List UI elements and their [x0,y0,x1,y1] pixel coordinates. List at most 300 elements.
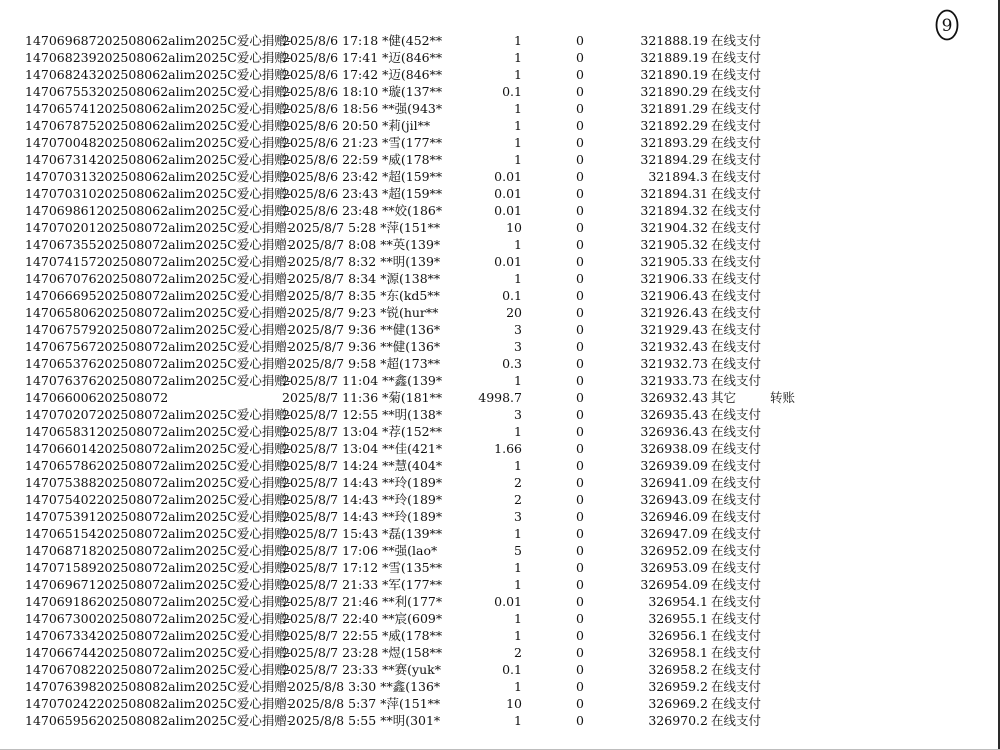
amount-cell [430,253,522,270]
transaction-id-desc: 2alim2025C爱心捐赠- [160,33,292,48]
table-row [0,610,1000,627]
table-row [0,576,1000,593]
fee-zero: 0 [576,611,584,626]
transaction-id-cell [25,695,291,712]
payment-type-cell [711,559,761,576]
balance-balance: 326935.43 [640,407,708,422]
datetime-donor-time: 21:23 [342,135,379,150]
transaction-id-cell [25,593,291,610]
amount-cell [430,117,522,134]
fee-zero: 0 [576,662,584,677]
datetime-donor-cell [282,559,442,576]
datetime-donor-date: 2025/8/6 [282,118,339,133]
datetime-donor-cell [288,355,440,372]
balance-cell [600,219,708,236]
amount-amount: 1 [514,611,522,626]
transaction-id-desc: 2alim2025C爱心捐赠- [160,254,292,269]
payment-type-cell [711,32,761,49]
datetime-donor-cell [282,423,442,440]
table-row [0,678,1000,695]
datetime-donor-donor: **利(177* [382,594,443,609]
transaction-id-id: 14706755320250806 [25,84,161,99]
transaction-id-id: 14706580620250807 [25,305,161,320]
balance-cell [600,134,708,151]
balance-cell [600,712,708,729]
transaction-id-cell [25,338,291,355]
transaction-id-id: 14707031320250806 [25,169,161,184]
fee-cell [576,287,584,304]
datetime-donor-time: 13:04 [342,441,379,456]
amount-amount: 3 [514,339,522,354]
datetime-donor-donor: **佳(421* [382,441,443,456]
datetime-donor-time: 21:46 [342,594,379,609]
datetime-donor-time: 11:36 [342,390,379,405]
payment-type-type: 在线支付 [711,577,762,592]
datetime-donor-time: 8:32 [348,254,377,269]
fee-cell [576,49,584,66]
fee-cell [576,32,584,49]
transaction-id-id: 14707540220250807 [25,492,161,507]
datetime-donor-cell [282,644,442,661]
fee-zero: 0 [576,594,584,609]
transaction-id-id: 14706574120250806 [25,101,161,116]
transaction-id-desc: 2alim2025C爱心捐赠- [160,696,292,711]
amount-amount: 1 [514,577,522,592]
transaction-id-id: 14706871820250807 [25,543,161,558]
datetime-donor-time: 11:04 [342,373,379,388]
amount-amount: 0.1 [502,84,522,99]
balance-cell [600,474,708,491]
transaction-id-cell [25,474,291,491]
fee-zero: 0 [576,220,584,235]
fee-zero: 0 [576,169,584,184]
datetime-donor-donor: *威(178** [382,628,443,643]
transaction-id-id: 14706756720250807 [25,339,161,354]
datetime-donor-date: 2025/8/7 [282,543,339,558]
amount-cell [430,542,522,559]
fee-cell [576,253,584,270]
balance-cell [600,83,708,100]
table-row [0,32,1000,49]
transaction-id-desc: 2alim2025C爱心捐赠- [160,713,292,728]
transaction-id-desc: 2alim2025C爱心捐赠- [160,356,292,371]
transaction-id-cell [25,100,291,117]
datetime-donor-date: 2025/8/6 [282,33,339,48]
payment-type-type: 在线支付 [711,67,762,82]
transaction-id-cell [25,559,291,576]
transaction-id-desc: 2alim2025C爱心捐赠- [160,203,292,218]
datetime-donor-cell [282,117,430,134]
balance-balance: 321929.43 [640,322,708,337]
amount-cell [430,66,522,83]
transaction-id-desc: 2alim2025C爱心捐赠- [160,560,292,575]
fee-cell [576,627,584,644]
table-row [0,134,1000,151]
table-row [0,117,1000,134]
transaction-id-id: 14706583120250807 [25,424,161,439]
transaction-id-id: 14707639820250808 [25,679,161,694]
fee-zero: 0 [576,254,584,269]
amount-cell [430,168,522,185]
amount-amount: 1 [514,101,522,116]
amount-cell [430,627,522,644]
transaction-id-cell [25,661,291,678]
transaction-id-cell [25,525,291,542]
payment-type-type: 在线支付 [711,152,762,167]
datetime-donor-date: 2025/8/7 [282,407,339,422]
payment-type-type: 在线支付 [711,407,762,422]
datetime-donor-time: 3:30 [348,679,377,694]
table-row [0,491,1000,508]
balance-balance: 321888.19 [640,33,708,48]
payment-type-type: 在线支付 [711,339,762,354]
datetime-donor-time: 15:43 [342,526,379,541]
fee-zero: 0 [576,67,584,82]
amount-amount: 2 [514,645,522,660]
transaction-id-cell [25,270,291,287]
datetime-donor-cell [288,253,440,270]
transaction-id-desc: 2alim2025C爱心捐赠- [160,458,292,473]
payment-type-cell [711,610,761,627]
balance-balance: 321892.29 [640,118,708,133]
transaction-id-desc: 2alim2025C爱心捐赠- [160,186,292,201]
amount-amount: 2 [514,475,522,490]
datetime-donor-date: 2025/8/7 [288,220,345,235]
datetime-donor-time: 17:41 [342,50,379,65]
payment-type-type: 在线支付 [711,611,762,626]
amount-amount: 1 [514,628,522,643]
fee-zero: 0 [576,186,584,201]
table-row [0,253,1000,270]
datetime-donor-date: 2025/8/7 [282,594,339,609]
transaction-id-desc: 2alim2025C爱心捐赠- [160,645,292,660]
datetime-donor-time: 23:43 [342,186,379,201]
transaction-id-id: 14706986120250806 [25,203,161,218]
fee-zero: 0 [576,526,584,541]
datetime-donor-time: 22:55 [342,628,379,643]
datetime-donor-time: 23:48 [342,203,379,218]
datetime-donor-cell [282,49,442,66]
fee-zero: 0 [576,509,584,524]
datetime-donor-time: 5:37 [348,696,377,711]
fee-zero: 0 [576,390,584,405]
fee-cell [576,219,584,236]
amount-cell [430,474,522,491]
transaction-id-id: 14706537620250807 [25,356,161,371]
transaction-id-cell [25,508,291,525]
datetime-donor-date: 2025/8/7 [282,560,339,575]
datetime-donor-cell [288,219,440,236]
transaction-id-desc: 2alim2025C爱心捐赠- [160,492,292,507]
datetime-donor-donor: *锐(hur** [380,305,439,320]
datetime-donor-cell [282,661,441,678]
fee-cell [576,508,584,525]
payment-type-type: 在线支付 [711,288,762,303]
datetime-donor-donor: *雪(177** [382,135,443,150]
payment-type-cell [711,542,761,559]
fee-cell [576,661,584,678]
payment-type-cell [711,304,761,321]
payment-type-type: 在线支付 [711,458,762,473]
balance-balance: 321890.29 [640,84,708,99]
payment-type-cell [711,185,761,202]
transaction-id-id: 14706824320250806 [25,67,161,82]
amount-cell [430,134,522,151]
transaction-list [0,32,1000,729]
fee-zero: 0 [576,679,584,694]
datetime-donor-donor: *迈(846** [382,67,443,82]
payment-type-cell [711,219,761,236]
payment-type-cell [711,525,761,542]
transaction-id-desc: 2alim2025C爱心捐赠- [160,407,292,422]
datetime-donor-cell [288,695,440,712]
fee-zero: 0 [576,492,584,507]
amount-cell [430,83,522,100]
amount-amount: 1 [514,152,522,167]
balance-cell [600,593,708,610]
datetime-donor-donor: **强(lao* [382,543,438,558]
transaction-id-cell [25,134,291,151]
balance-balance: 326932.43 [640,390,708,405]
fee-cell [576,440,584,457]
fee-zero: 0 [576,322,584,337]
transaction-id-cell [25,321,291,338]
datetime-donor-donor: **赛(yuk* [382,662,441,677]
payment-type-type: 在线支付 [711,560,762,575]
transaction-id-desc: 2alim2025C爱心捐赠- [160,84,292,99]
transaction-id-desc: 2alim2025C爱心捐赠- [160,118,292,133]
datetime-donor-time: 22:40 [342,611,379,626]
transaction-id-cell [25,542,291,559]
table-row [0,304,1000,321]
transaction-id-desc: 2alim2025C爱心捐赠- [160,305,292,320]
balance-cell [600,576,708,593]
fee-cell [576,202,584,219]
payment-type-cell [711,491,761,508]
payment-type-cell [711,457,761,474]
fee-zero: 0 [576,407,584,422]
fee-zero: 0 [576,152,584,167]
datetime-donor-time: 13:04 [342,424,379,439]
amount-amount: 1 [514,373,522,388]
fee-zero: 0 [576,628,584,643]
payment-type-cell [711,644,761,661]
payment-type-cell [711,83,761,100]
table-row [0,355,1000,372]
payment-type-cell [711,168,761,185]
fee-cell [576,321,584,338]
balance-balance: 321904.32 [640,220,708,235]
payment-type-cell [711,474,761,491]
datetime-donor-donor: **慧(404* [382,458,443,473]
amount-amount: 1 [514,713,522,728]
datetime-donor-date: 2025/8/8 [288,713,345,728]
balance-cell [600,644,708,661]
datetime-donor-time: 17:06 [342,543,379,558]
datetime-donor-time: 14:43 [342,475,379,490]
amount-cell [430,270,522,287]
transaction-id-id: 14706757920250807 [25,322,161,337]
transaction-id-cell [25,627,291,644]
datetime-donor-date: 2025/8/6 [282,84,339,99]
datetime-donor-donor: *雪(135** [382,560,443,575]
datetime-donor-time: 18:10 [342,84,379,99]
transaction-id-desc: 2alim2025C爱心捐赠- [160,101,292,116]
balance-balance: 321894.32 [640,203,708,218]
table-row [0,338,1000,355]
transaction-id-id: 14706787520250806 [25,118,161,133]
payment-type-cell [711,253,761,270]
balance-cell [600,117,708,134]
transaction-id-id: 14706600620250807 [25,390,161,405]
transaction-id-id: 14707415720250807 [25,254,161,269]
transaction-id-id: 14706730020250807 [25,611,161,626]
table-row [0,389,1000,406]
datetime-donor-donor: *威(178** [382,152,443,167]
balance-balance: 326954.09 [640,577,708,592]
balance-balance: 326953.09 [640,560,708,575]
payment-type-cell [711,66,761,83]
datetime-donor-donor: *煜(158** [382,645,443,660]
datetime-donor-cell [288,236,440,253]
payment-type-type: 在线支付 [711,594,762,609]
table-row [0,593,1000,610]
payment-type-cell [711,236,761,253]
payment-type-type: 在线支付 [711,543,762,558]
transaction-id-id: 14707539120250807 [25,509,161,524]
payment-type-type: 在线支付 [711,373,762,388]
balance-balance: 326943.09 [640,492,708,507]
amount-amount: 1 [514,560,522,575]
payment-type-type: 在线支付 [711,203,762,218]
transaction-id-cell [25,457,291,474]
datetime-donor-cell [282,593,442,610]
datetime-donor-donor: *荐(152** [382,424,443,439]
datetime-donor-donor: **玲(189* [382,492,443,507]
fee-zero: 0 [576,288,584,303]
payment-type-type: 在线支付 [711,135,762,150]
datetime-donor-time: 20:50 [342,118,379,133]
datetime-donor-time: 23:42 [342,169,379,184]
datetime-donor-cell [288,304,438,321]
table-row [0,559,1000,576]
table-row [0,474,1000,491]
datetime-donor-donor: **明(139* [380,254,441,269]
transaction-id-cell [25,389,168,406]
datetime-donor-time: 8:08 [348,237,377,252]
transaction-id-cell [25,440,291,457]
table-row [0,525,1000,542]
datetime-donor-date: 2025/8/7 [282,645,339,660]
amount-cell [430,644,522,661]
amount-cell [430,236,522,253]
fee-zero: 0 [576,339,584,354]
fee-zero: 0 [576,475,584,490]
payment-type-type: 在线支付 [711,254,762,269]
fee-zero: 0 [576,305,584,320]
datetime-donor-date: 2025/8/7 [282,492,339,507]
table-row [0,440,1000,457]
transaction-id-id: 14707020120250807 [25,220,161,235]
datetime-donor-donor: *莉(jil** [382,118,431,133]
transaction-id-cell [25,576,291,593]
balance-balance: 326936.43 [640,424,708,439]
balance-balance: 326959.2 [648,679,708,694]
datetime-donor-cell [288,678,440,695]
table-row [0,219,1000,236]
balance-balance: 326938.09 [640,441,708,456]
transaction-id-id: 14706707620250807 [25,271,161,286]
balance-balance: 321894.3 [648,169,708,184]
transaction-id-id: 14706515420250807 [25,526,161,541]
transaction-id-desc: 2alim2025C爱心捐赠- [160,543,292,558]
fee-zero: 0 [576,458,584,473]
datetime-donor-time: 23:33 [342,662,379,677]
balance-balance: 326956.1 [648,628,708,643]
datetime-donor-cell [282,202,442,219]
fee-zero: 0 [576,543,584,558]
payment-type-cell [711,287,761,304]
payment-type-type: 在线支付 [711,441,762,456]
fee-zero: 0 [576,424,584,439]
datetime-donor-donor: *超(159** [382,169,443,184]
datetime-donor-date: 2025/8/7 [288,288,345,303]
fee-zero: 0 [576,50,584,65]
amount-amount: 0.01 [494,169,522,184]
fee-zero: 0 [576,101,584,116]
transaction-id-cell [25,406,291,423]
datetime-donor-date: 2025/8/7 [288,305,345,320]
balance-cell [600,695,708,712]
transaction-id-id: 14706674420250807 [25,645,161,660]
amount-cell [430,576,522,593]
amount-cell [430,440,522,457]
amount-cell [430,712,522,729]
amount-cell [430,610,522,627]
datetime-donor-cell [288,712,440,729]
table-row [0,100,1000,117]
datetime-donor-date: 2025/8/7 [282,458,339,473]
payment-type-cell [711,627,761,644]
balance-balance: 321933.73 [640,373,708,388]
datetime-donor-date: 2025/8/7 [282,509,339,524]
datetime-donor-donor: *超(159** [382,186,443,201]
balance-cell [600,661,708,678]
datetime-donor-date: 2025/8/7 [282,577,339,592]
datetime-donor-date: 2025/8/7 [282,373,339,388]
datetime-donor-time: 21:33 [342,577,379,592]
fee-cell [576,525,584,542]
balance-cell [600,423,708,440]
payment-type-cell [711,678,761,695]
fee-cell [576,151,584,168]
balance-balance: 326958.2 [648,662,708,677]
datetime-donor-time: 9:36 [348,322,377,337]
datetime-donor-cell [282,440,442,457]
amount-amount: 1 [514,50,522,65]
amount-cell [430,525,522,542]
table-row [0,542,1000,559]
datetime-donor-cell [288,270,440,287]
datetime-donor-donor: **健(136* [380,339,441,354]
amount-amount: 0.1 [502,288,522,303]
payment-type-cell [711,508,761,525]
table-row [0,644,1000,661]
amount-amount: 0.01 [494,594,522,609]
table-row [0,287,1000,304]
fee-cell [576,576,584,593]
payment-type-type: 在线支付 [711,169,762,184]
